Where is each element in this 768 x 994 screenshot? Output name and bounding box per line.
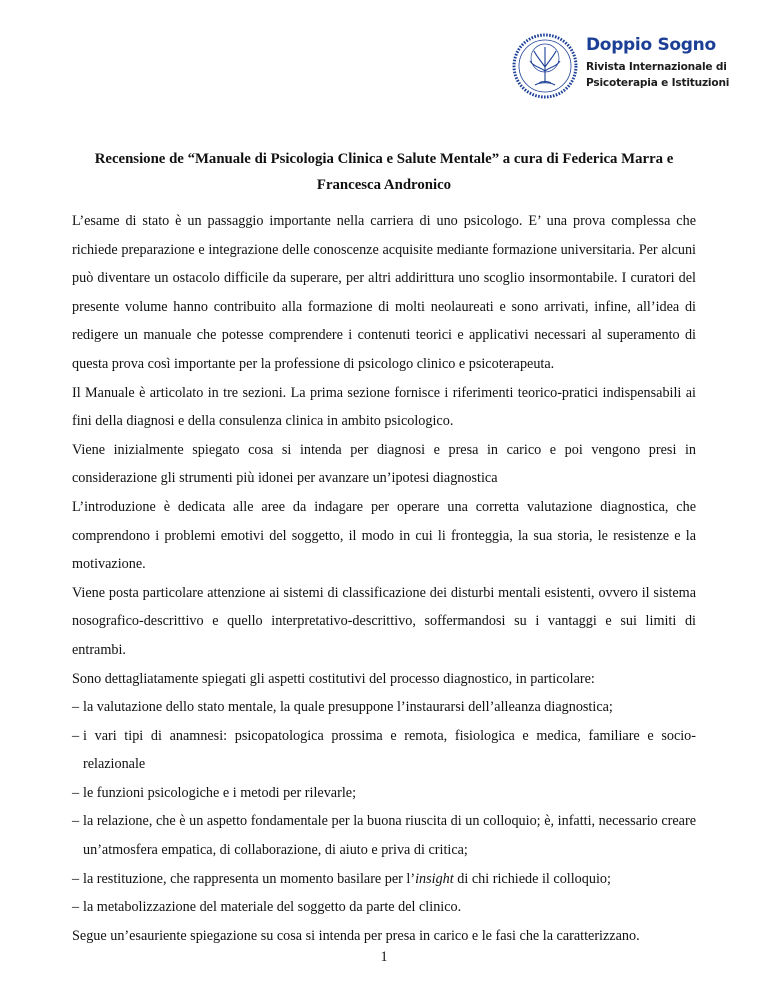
list-item xyxy=(72,807,696,864)
list-item-text: la restituzione, che rappresenta un momento basilare per l’ xyxy=(83,870,416,887)
logo-subtitle-line1: Rivista Internazionale di xyxy=(586,61,727,73)
bullet-dash: – xyxy=(72,784,80,801)
page-number: 1 xyxy=(380,949,388,965)
paragraph: Sono dettagliatamente spiegati gli aspetti costitutivi del processo diagnostico, in particolare: xyxy=(72,670,595,687)
paragraph: Il Manuale è articolato in tre sezioni. La prima sezione fornisce i riferimenti teorico-pratici indispensabili ai fini della diagnosi e della consulenza clinica in ambito psicologico. xyxy=(72,384,696,430)
tree-circle-emblem-icon xyxy=(510,31,580,101)
bullet-dash: – xyxy=(72,870,80,887)
list-item-text: la relazione, che è un aspetto fondamentale per la buona riuscita di un colloquio; è, infatti, necessario creare un’atmosfera empatica, di collaborazione, di aiuto e priva di critica; xyxy=(83,813,696,859)
list-item-text: la valutazione dello stato mentale, la quale presuppone l’instaurarsi dell’alleanza diagnostica; xyxy=(83,699,613,716)
list-item xyxy=(72,779,696,808)
bullet-dash: – xyxy=(72,899,80,916)
review-body xyxy=(72,207,696,950)
bullet-dash: – xyxy=(72,699,80,716)
list-item-text: le funzioni psicologiche e i metodi per rilevarle; xyxy=(83,784,357,801)
paragraph: L’introduzione è dedicata alle aree da indagare per operare una corretta valutazione diagnostica, che comprendono i problemi emotivi del soggetto, il modo in cui li fronteggia, la sua storia, le resistenze e la motivazione. xyxy=(72,498,696,573)
paragraph: Viene inizialmente spiegato cosa si intenda per diagnosi e presa in carico e poi vengono presi in considerazione gli strumenti più idonei per avanzare un’ipotesi diagnostica xyxy=(72,441,696,487)
paragraph: Segue un’esauriente spiegazione su cosa si intenda per presa in carico e le fasi che la caratterizzano. xyxy=(72,927,640,944)
review-title: Recensione de “Manuale di Psicologia Clinica e Salute Mentale” a cura di Federica Marra e Francesca Andronico xyxy=(94,151,674,193)
list-item xyxy=(72,865,696,894)
list-item-text: la metabolizzazione del materiale del soggetto da parte del clinico. xyxy=(83,899,462,916)
logo-subtitle-line2: Psicoterapia e Istituzioni xyxy=(586,77,730,89)
list-item xyxy=(72,722,696,779)
insight-emphasis: insight xyxy=(415,870,454,887)
list-item xyxy=(72,893,696,922)
journal-logo xyxy=(508,31,730,111)
list-item-text: i vari tipi di anamnesi: psicopatologica prossima e remota, fisiologica e medica, familiare e socio-relazionale xyxy=(83,727,696,773)
paragraph: L’esame di stato è un passaggio importante nella carriera di uno psicologo. E’ una prova complessa che richiede preparazione e integrazione delle conoscenze acquisite mediante formazione universitaria. Per alcuni può diventare un ostacolo difficile da superare, per altri addirittura uno scoglio insormontabile. I curatori del presente volume hanno contribuito alla formazione di molti neolaureati e sono arrivati, infine, all’idea di redigere un manuale che potesse comprendere i contenuti teorici e applicativi necessari al superamento di questa prova così importante per la professione di psicologo clinico e psicoterapeuta. xyxy=(72,213,696,372)
bullet-dash: – xyxy=(72,813,80,830)
paragraph: Viene posta particolare attenzione ai sistemi di classificazione dei disturbi mentali esistenti, ovvero il sistema nosografico-descrittivo e quello interpretativo-descrittivo, soffermandosi su i vantaggi e sui limiti di entrambi. xyxy=(72,584,696,658)
list-item-text: di chi richiede il colloquio; xyxy=(453,870,611,887)
bullet-dash: – xyxy=(72,727,80,744)
list-item xyxy=(72,693,696,722)
logo-title: Doppio Sogno xyxy=(586,35,716,55)
